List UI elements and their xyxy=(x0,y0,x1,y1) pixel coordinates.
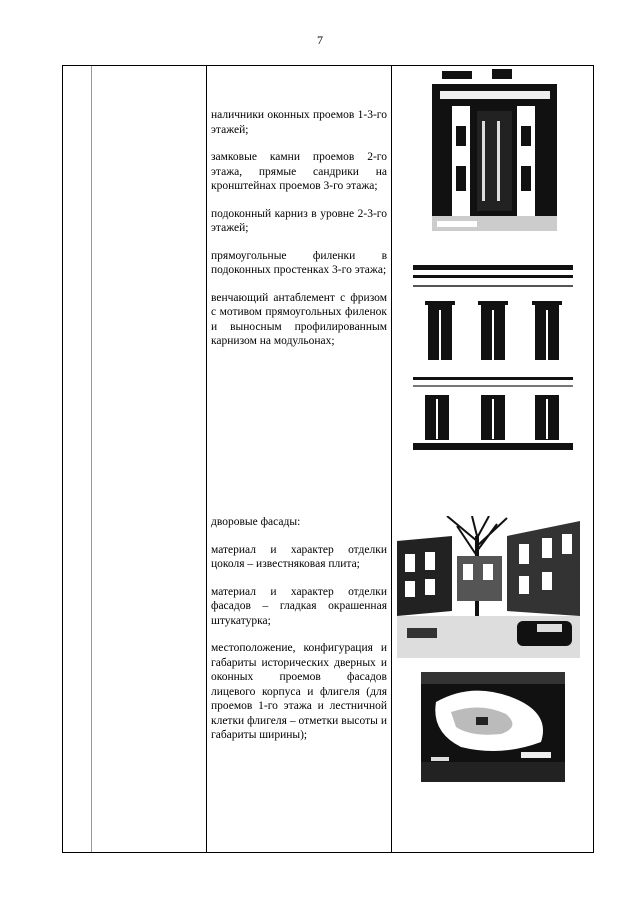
street-item-1: наличники оконных проемов 1-3-го этажей; xyxy=(211,109,387,136)
street-item-5: венчающий антаблемент с фризом с мотивом прямоугольных филенок и выносным профилированным карнизом на модульонах; xyxy=(211,291,387,347)
yard-item-3: местоположение, конфигурация и габариты исторических дверных и оконных проемов фасадов лицевого корпуса и флигеля (для проемов 1-го этажа и лестничной клетки флигеля – отметки высоты и габариты ширины); xyxy=(211,642,387,741)
photo-window-architrave xyxy=(432,66,557,231)
yard-item-1: материал и характер отделки цоколя – известняковая плита; xyxy=(211,543,387,570)
photo-yard-detail xyxy=(421,672,565,782)
street-item-3: подоконный карниз в уровне 2-3-го этажей; xyxy=(211,207,387,234)
photo-street-facade xyxy=(413,265,573,450)
yard-heading: дворовые фасады: xyxy=(211,516,301,528)
page-number: 7 xyxy=(317,33,323,47)
street-item-2: замковые камни проемов 2-го этажа, прямые сандрики на кронштейнах проемов 3-го этажа; xyxy=(211,151,387,192)
street-facade-text xyxy=(211,108,387,362)
yard-facade-text xyxy=(211,515,387,756)
yard-item-2: материал и характер отделки фасадов – гладкая окрашенная штукатурка; xyxy=(211,585,387,627)
column-divider-3 xyxy=(391,66,392,852)
column-divider-1 xyxy=(91,66,92,852)
photo-courtyard xyxy=(397,516,580,658)
column-divider-2 xyxy=(206,66,207,852)
street-item-4: прямоугольные филенки в подоконных простенках 3-го этажа; xyxy=(211,249,387,276)
